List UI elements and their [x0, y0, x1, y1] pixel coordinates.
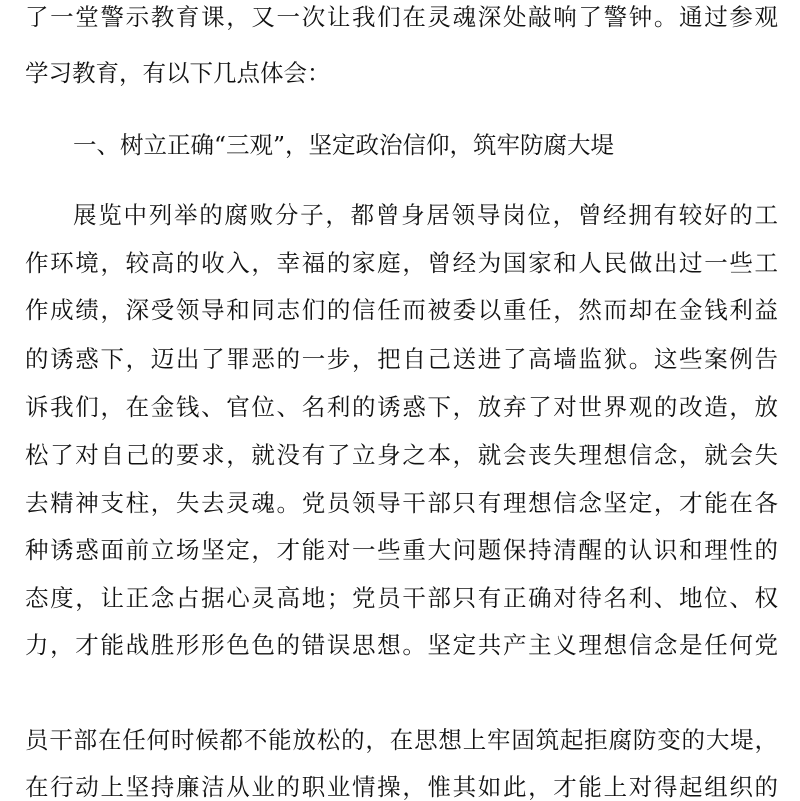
paragraph-line: 学习教育，有以下几点体会：: [25, 59, 331, 87]
paragraph-line: 了一堂警示教育课，又一次让我们在灵魂深处敲响了警钟。通过参观: [25, 3, 778, 31]
paragraph-line: 诉我们，在金钱、官位、名利的诱惑下，放弃了对世界观的改造，放: [25, 393, 778, 421]
paragraph-line: 作环境，较高的收入，幸福的家庭，曾经为国家和人民做出过一些工: [25, 249, 778, 277]
paragraph-line: 去精神支柱，失去灵魂。党员领导干部只有理想信念坚定，才能在各: [25, 489, 778, 517]
paragraph-line: 态度，让正念占据心灵高地；党员干部只有正确对待名利、地位、权: [25, 584, 778, 612]
paragraph-line: 在行动上坚持廉洁从业的职业情操，惟其如此，才能上对得起组织的: [25, 773, 778, 801]
paragraph-line: 的诱惑下，迈出了罪恶的一步，把自己送进了高墙监狱。这些案例告: [25, 345, 778, 373]
paragraph-line: 员干部在任何时候都不能放松的，在思想上牢固筑起拒腐防变的大堤，: [25, 726, 778, 754]
paragraph-line: 松了对自己的要求，就没有了立身之本，就会丧失理想信念，就会失: [25, 441, 778, 469]
paragraph-line: 种诱惑面前立场坚定，才能对一些重大问题保持清醒的认识和理性的: [25, 536, 778, 564]
paragraph-line: 力，才能战胜形形色色的错误思想。坚定共产主义理想信念是任何党: [25, 631, 778, 659]
section-heading: 一、树立正确“三观”，坚定政治信仰，筑牢防腐大堤: [73, 131, 615, 159]
paragraph-line: 作成绩，深受领导和同志们的信任而被委以重任，然而却在金钱利益: [25, 296, 778, 324]
paragraph-line: 展览中列举的腐败分子，都曾身居领导岗位，曾经拥有较好的工: [73, 201, 778, 229]
